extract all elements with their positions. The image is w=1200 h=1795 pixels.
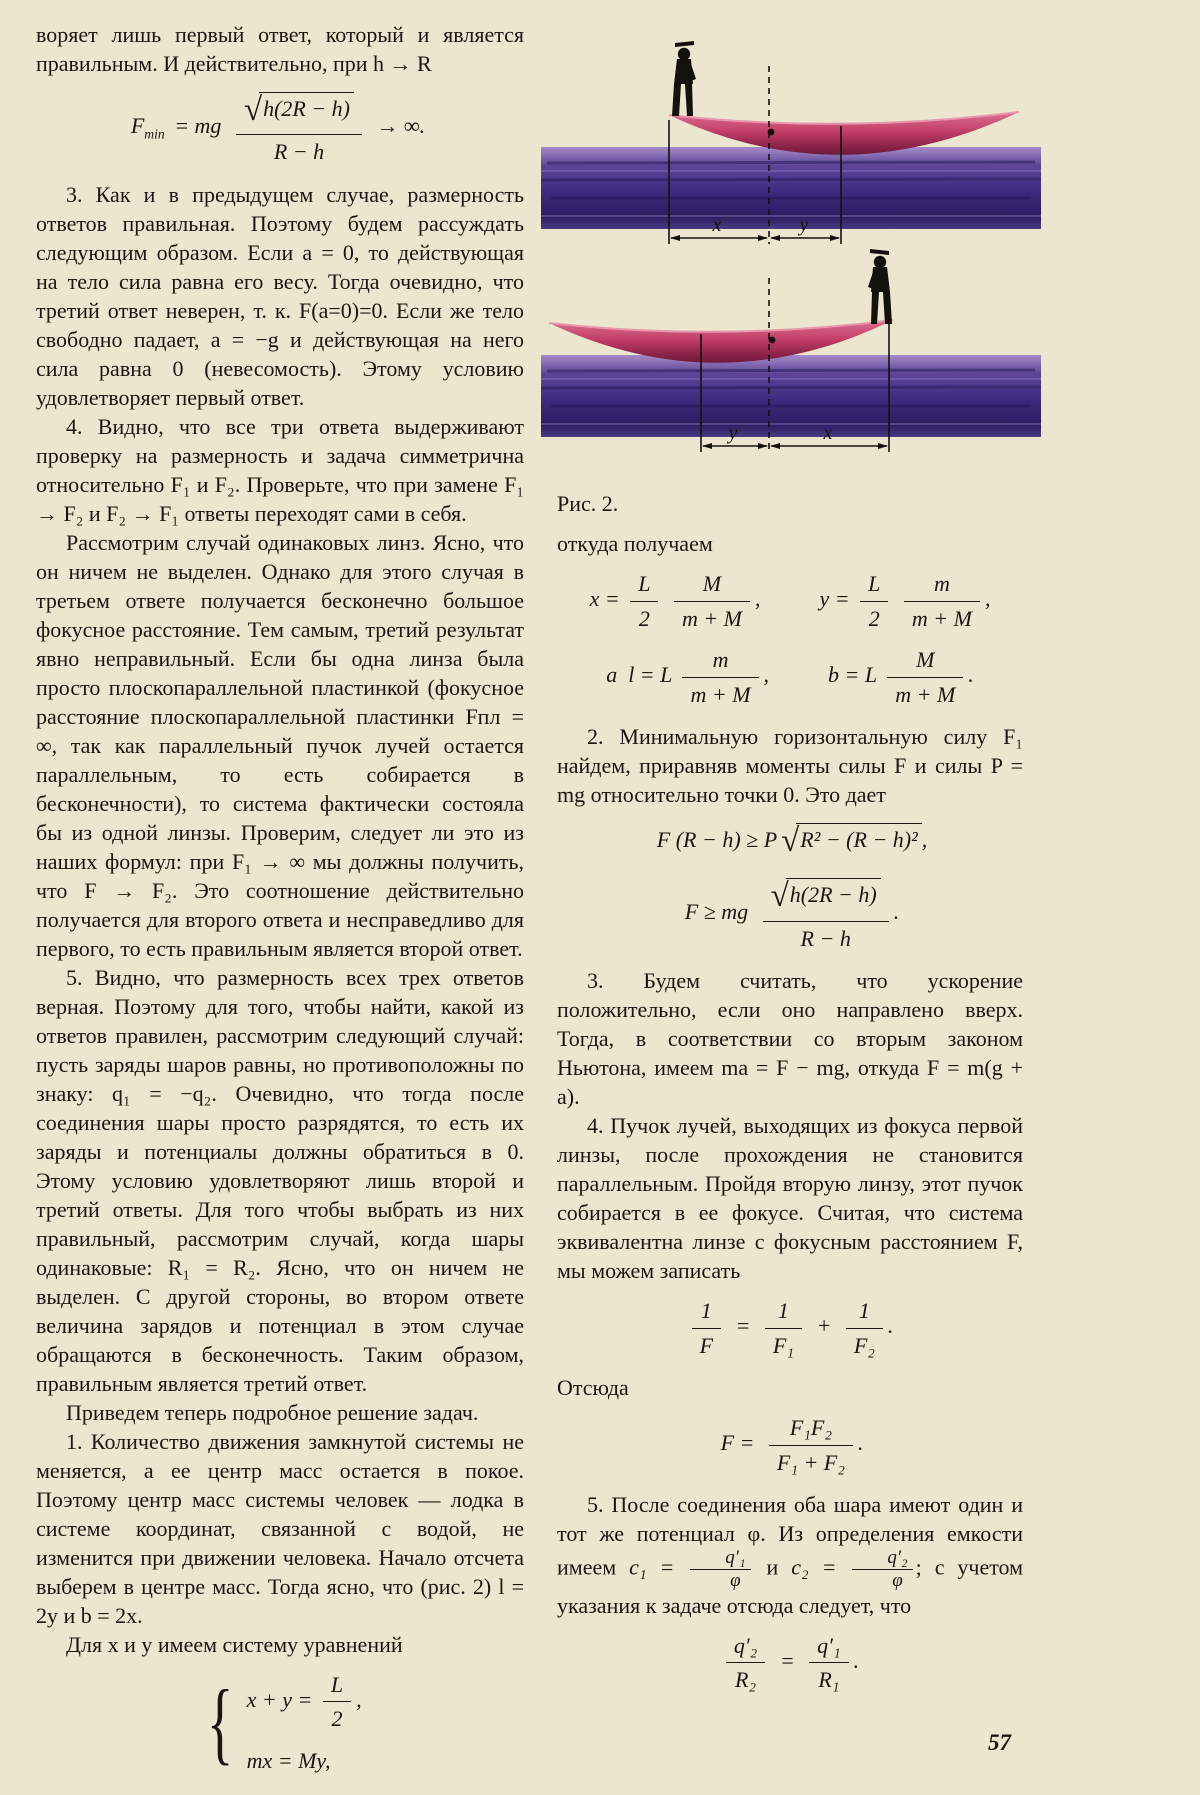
paragraph-solution-1: 1. Количество движения замкнутой системы не меняется, а ее центр масс остается в покое. Поэтому центр масс системы человек — лодка в системе координат, связанной с водой, не изменится при движении человека. Начало отсчета выберем в центре масс. Тогда ясно, что (рис. 2) l = 2y и b = 2x. [36,1428,524,1628]
formula-lens-f: F = $\frac{\text{F₁F₂}}{\text{F₁ + F₂}}$ . [720,1415,864,1475]
formula-lhs-sub: min [144,126,165,142]
sqrt-argument: h(2R − h) [259,92,354,123]
paragraph-continuation: воряет лишь первый ответ, который и является правильным. И действительно, при h → R [36,22,524,76]
system-equations [247,1671,362,1775]
figure-2-illustration [541,20,1041,470]
paragraph-answer-4: 4. Видно, что все три ответа выдерживают проверку на размерность и задача симметрична относительно F₁ и F₂. Проверьте, что при замене F₁ → F₂ и F₂ → F₁ ответы переходят сами в себя. [36,413,524,526]
dimension-label-y: y [799,214,809,236]
top-scene [541,41,1041,244]
formula-final: $\frac{\text{q′₂}}{\text{R₂}}$ = $\frac{\text{q′₁}}{\text{R₁}}$ . [557,1632,1023,1694]
sqrt-argument: R² − (R − h)² [796,823,921,854]
person-on-boat [672,41,696,116]
paragraph-from-which: откуда получаем [557,531,713,556]
paragraph-solution-2: 2. Минимальную горизонтальную силу F₁ найдем, приравняв моменты силы F и силы P = mg относительно точки 0. Это дает [557,724,1023,807]
paragraph-intro-solutions: Приведем теперь подробное решение задач. [66,1399,479,1425]
equation-system [36,1671,524,1775]
formula-xy [557,570,1023,632]
figure-2 [541,20,1023,475]
dimension-label-y: y [728,422,738,444]
inline-fraction: $\frac{\text{q′₁}}{\varphi}$ [690,1548,750,1591]
fraction-denominator: R − h [273,139,325,165]
figure-caption: Рис. 2. [557,491,619,516]
paragraph-answer-3: 3. Как и в предыдущем случае, размерность ответов правильная. Поэтому будем рассуждать следующим образом. Если a = 0, то действующая на тело сила равна его весу. Тогда очевидно, что третий ответ неверен, т. к. F(a=0)=0. Если же тело свободно падает, a = −g и действующая на него сила равна 0 (невесомость). Этому условию удовлетворяет первый ответ. [36,181,524,410]
sqrt-icon: √ [770,878,789,915]
formula-moment-1: F (R − h) ≥ P √R² − (R − h)² , [656,823,928,859]
formula-x: x = $\frac{L}{2}$ $\frac{M}{m + M}$ , [589,571,761,631]
formula-eq: = mg [174,112,222,138]
formula-moment-2: F ≥ mg $\frac{√h(2R - h)}{R - h}$ . [684,878,900,951]
formula-fmin [36,90,524,166]
dimension-label-x: x [712,214,722,236]
formula-l: а l = L $\frac{m}{m + M}$ , [606,647,770,707]
paragraph-system-intro: Для x и y имеем систему уравнений [66,1631,403,1657]
formula-lb [557,646,1023,708]
deck-point [769,337,776,344]
left-column [36,20,524,1788]
fraction: $\frac{L}{2}$ [323,1671,351,1733]
right-column [557,20,1023,1708]
formula-tail: → ∞. [376,112,426,138]
dimension-label-x: x [823,422,833,444]
fraction [236,90,362,166]
paragraph-solution-5: 5. После соединения оба шара имеют один и тот же потенциал φ. Из определения емкости имеем c₁ = $\frac{\text{q′₁}}{\varphi}$ и c₂ = $\frac{\text{q′₂}}{\varphi}$ ; с учетом указания к задаче отсюда следует, что [557,1492,1024,1618]
fraction: $\frac{\text{F₁F₂}}{\text{F₁ + F₂}}$ [769,1414,853,1476]
inline-fraction: $\frac{\text{q′₂}}{\varphi}$ [852,1548,912,1591]
paragraph-solution-4: 4. Пучок лучей, выходящих из фокуса первой линзы, после прохождения не становится параллельным. Пройдя вторую линзу, этот пучок собирается в ее фокусе. Считая, что система эквивалентна линзе с фокусным расстоянием F, мы можем записать [557,1113,1023,1283]
system-equation-2: mx = My, [246,1747,331,1773]
system-brace: { [207,1671,234,1774]
bottom-scene [541,249,1041,452]
person-on-boat [868,249,892,324]
paragraph-hence: Отсюда [557,1375,629,1400]
sqrt-icon: √ [243,92,263,128]
sqrt-icon: √ [781,823,800,859]
fraction: $\frac{√h(2R - h)}{R - h}$ [763,876,889,952]
formula-lens-sum: $\frac{1}{F}$ = $\frac{1}{\text{F₁}}$ + $\frac{1}{\text{F₂}}$ . [557,1297,1023,1359]
formula-lhs: F [130,112,145,138]
page-number: 57 [988,1730,1011,1755]
formula-b: b = L $\frac{M}{m + M}$ . [828,647,974,707]
paragraph-lenses: Рассмотрим случай одинаковых линз. Ясно, что он ничем не выделен. Однако для этого случая в третьем ответе получается бесконечно большое фокусное расстояние. Тем самым, третий результат явно неправильный. Если бы одна линза была просто плоскопараллельной пластинкой (фокусное расстояние плоскопараллельной пластинки Fпл = ∞, так как параллельный пучок лучей остается параллельным, то есть собирается в бесконечности), то система фактически состояла бы из одной линзы. Проверим, следует ли это из наших формул: при F₁ → ∞ мы должны получить, что F → F₂. Это соотношение действительно получается для второго ответа и несправедливо для первого, то есть правильным является второй ответ. [36,529,524,961]
system-equation-1: x + y = $\frac{L}{2}$ , [246,1671,362,1732]
deck-point [768,129,775,136]
formula-y: y = $\frac{L}{2}$ $\frac{m}{m + M}$ , [819,571,991,631]
paragraph-answer-5: 5. Видно, что размерность всех трех ответов верная. Поэтому для того, чтобы найти, какой из ответов правилен, рассмотрим следующий случай: пусть заряды шаров равны, но противоположны по знаку: q₁ = −q₂. Очевидно, что тогда после соединения шары просто разрядятся, то есть их заряды и потенциалы должны обратиться в 0. Этому условию удовлетворяют лишь второй и третий ответы. Для того чтобы выбрать из них правильный, рассмотрим случай, когда шары одинаковые: R₁ = R₂. Ясно, что он ничем не выделен. С другой стороны, во втором ответе величина зарядов и потенциал в этом случае обращаются в бесконечность. Таким образом, правильным является третий ответ. [36,964,524,1396]
sqrt-argument: h(2R − h) [786,878,881,909]
paragraph-solution-3: 3. Будем считать, что ускорение положительно, если оно направлено вверх. Тогда, в соответствии со вторым законом Ньютона, имеем ma = F − mg, откуда F = m(g + a). [557,968,1023,1109]
